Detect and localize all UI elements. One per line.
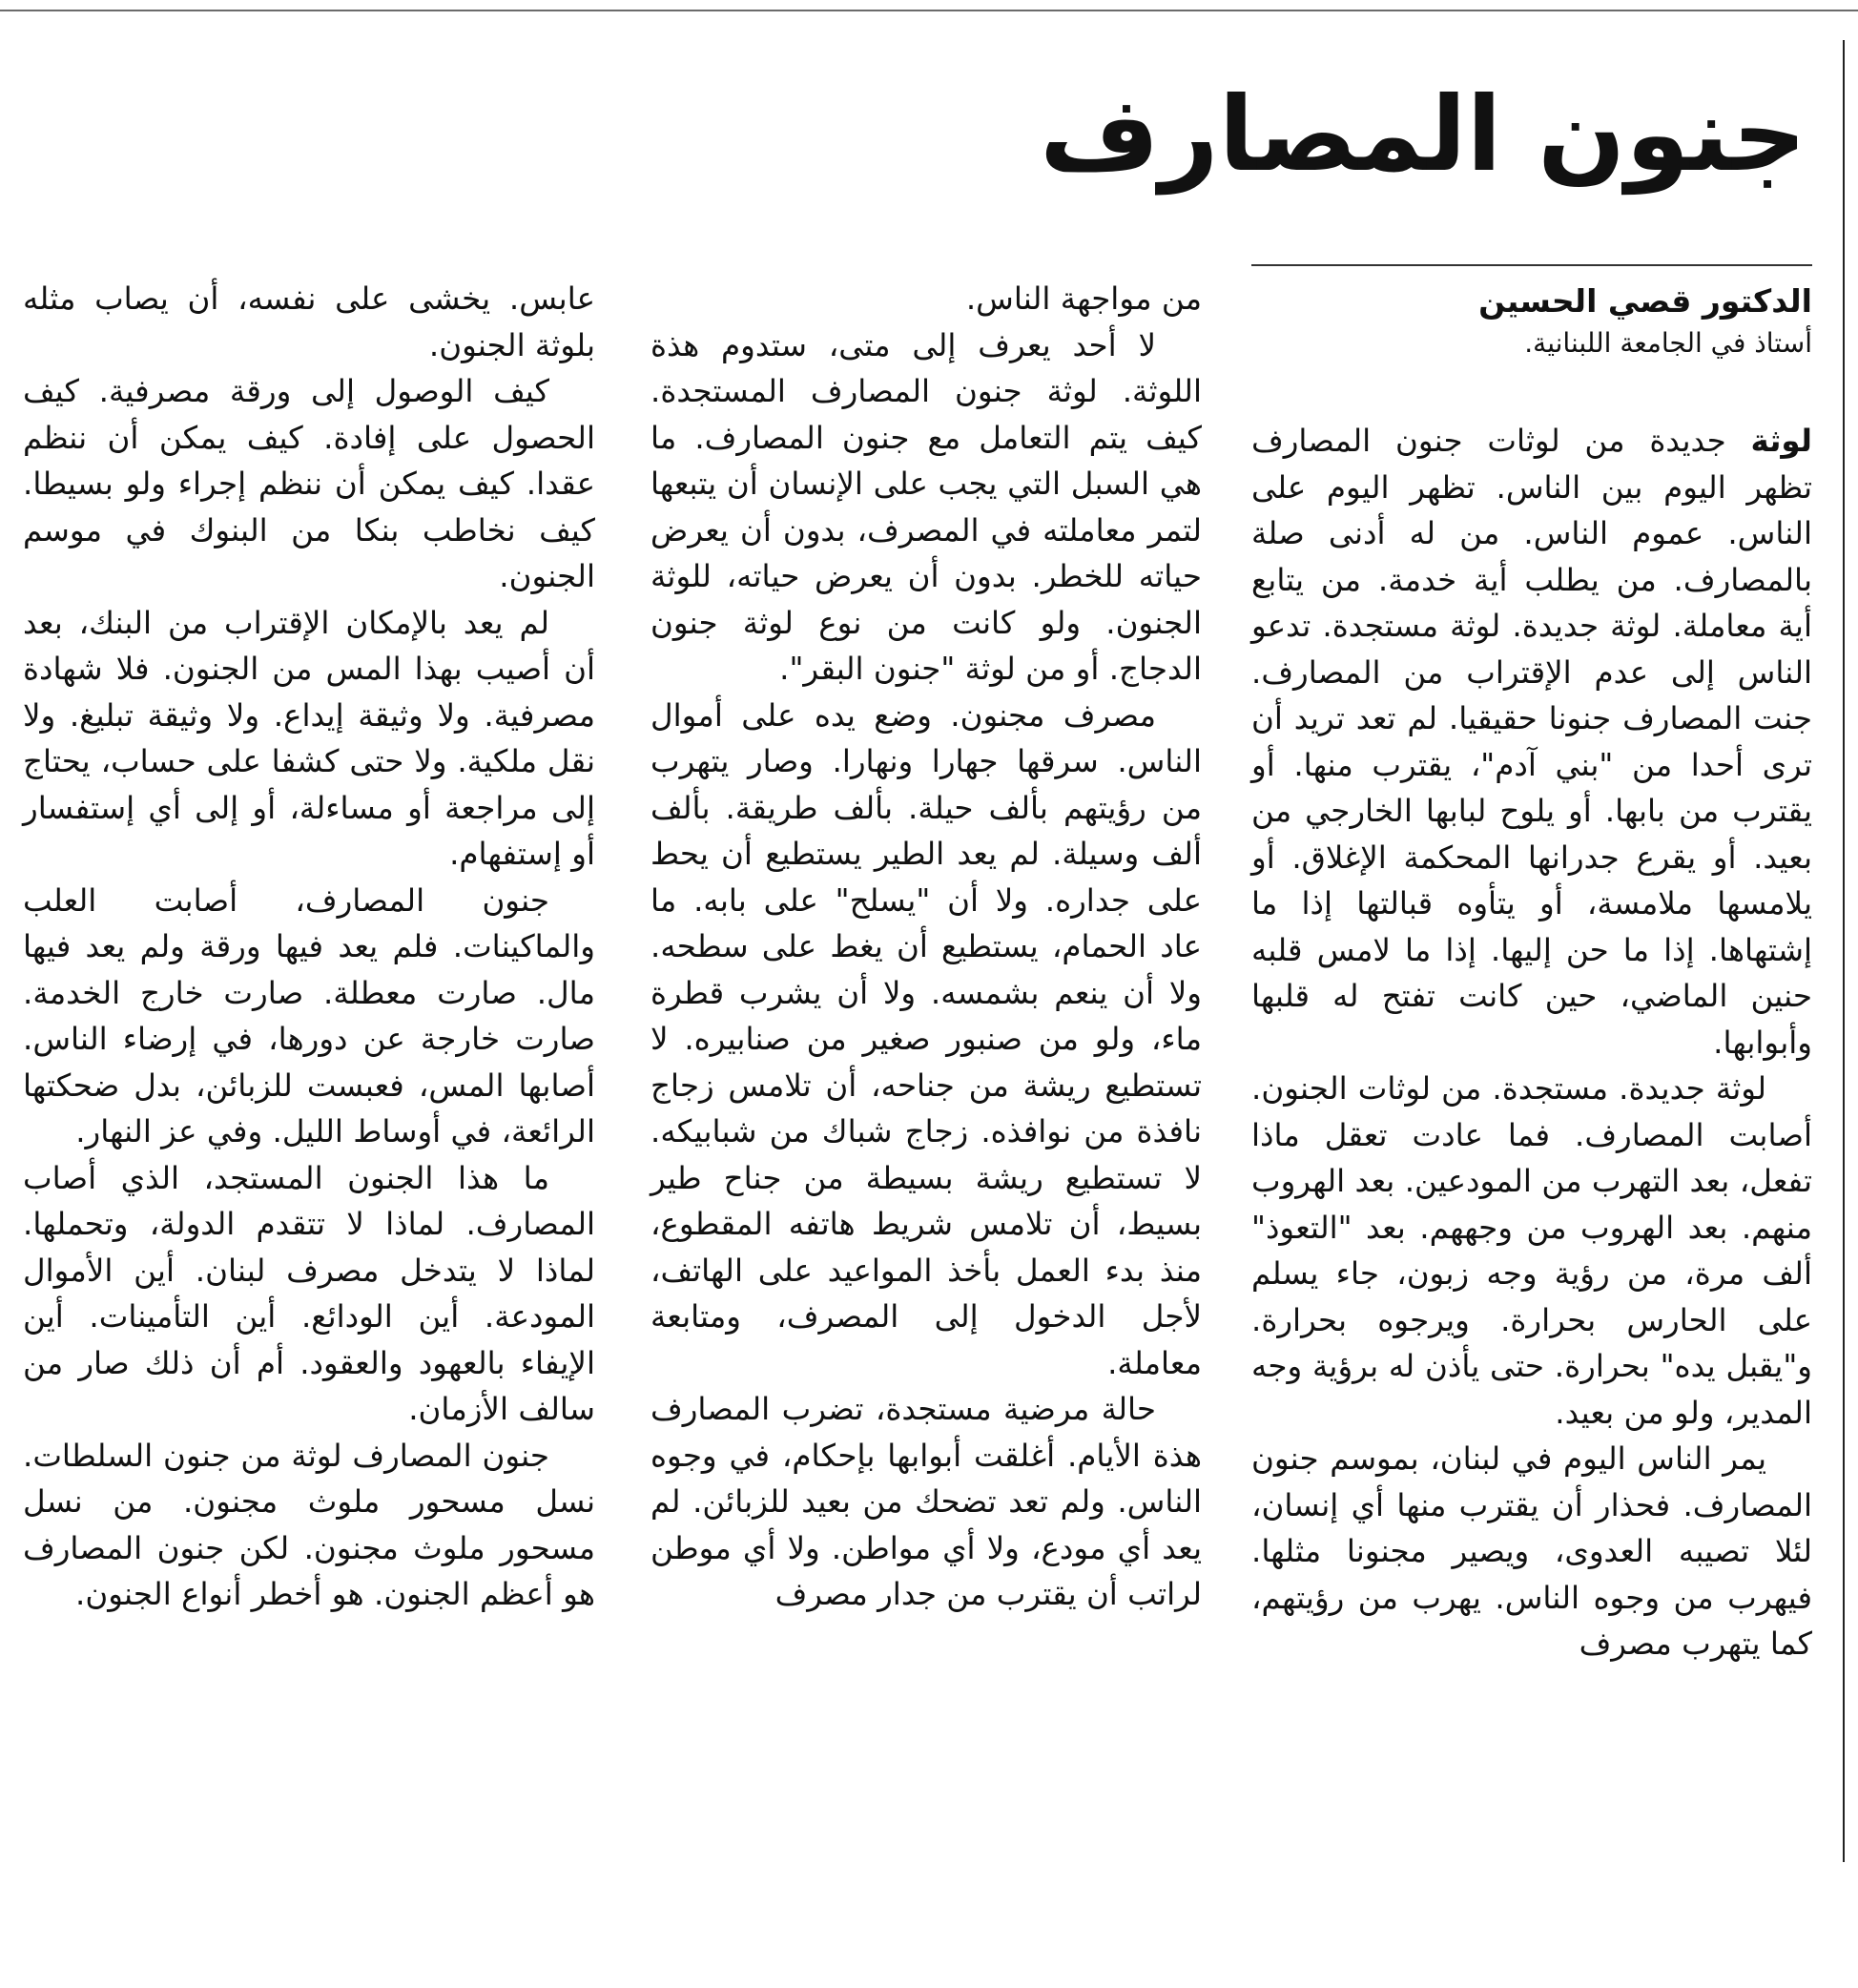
paragraph: لم يعد بالإمكان الإقتراب من البنك، بعد أن أصيب بهذا المس من الجنون. فلا شهادة مصرفية. ولا وثيقة إيداع. ولا وثيقة تبليغ. ولا نقل ملكية. ولا حتى كشفا على حساب، يحتاج إلى مراجعة أو مساءلة، أو إلى أي إستفسار أو إستفهام.: [23, 604, 595, 872]
paragraph: لوثة جديدة. مستجدة. من لوثات الجنون. أصابت المصارف. فما عادت تعقل ماذا تفعل، بعد التهرب من المودعين. بعد الهروب منهم. بعد الهروب من وجههم. بعد "التعوذ" ألف مرة، من رؤية وجه زبون، جاء يسلم على الحارس بحرارة. ويرجوه بحرارة. و"يقبل يده" بحرارة. حتى يأذن له برؤية وجه المدير، ولو من بعيد.: [1251, 1070, 1812, 1431]
author-name: الدكتور قصي الحسين: [1478, 282, 1812, 320]
paragraph: [1251, 418, 1812, 1066]
byline-rule: [1251, 264, 1812, 266]
author-affiliation: أستاذ في الجامعة اللبنانية.: [1524, 327, 1812, 359]
paragraph: عابس. يخشى على نفسه، أن يصاب مثله بلوثة الجنون.: [23, 280, 595, 363]
paragraph: يمر الناس اليوم في لبنان، بموسم جنون المصارف. فحذار أن يقترب منها أي إنسان، لئلا تصيبه العدوى، ويصير مجنونا مثلها. فيهرب من وجوه الناس. يهرب من رؤيتهم، كما يتهرب مصرف: [1251, 1440, 1812, 1662]
paragraph: جنون المصارف، أصابت العلب والماكينات. فلم يعد فيها ورقة ولم يعد فيها مال. صارت معطلة. صارت خارج الخدمة. صارت خارجة عن دورها، في إرضاء الناس. أصابها المس، فعبست للزبائن، بدل ضحكتها الرائعة، في أوساط الليل. وفي عز النهار.: [23, 881, 595, 1149]
page-right-rule: [1843, 40, 1845, 1862]
paragraph: لا أحد يعرف إلى متى، ستدوم هذة اللوثة. لوثة جنون المصارف المستجدة. كيف يتم التعامل مع جنون المصارف. ما هي السبل التي يجب على الإنسان أن يتبعها لتمر معاملته في المصرف، بدون أن يعرض حياته للخطر. بدون أن يعرض حياته، للوثة الجنون. ولو كانت من نوع لوثة جنون الدجاج. أو من لوثة "جنون البقر".: [650, 326, 1202, 687]
paragraph: حالة مرضية مستجدة، تضرب المصارف هذة الأيام. أغلقت أبوابها بإحكام، في وجوه الناس. ولم تعد تضحك من بعيد للزبائن. لم يعد أي مودع، ولا أي مواطن. ولا أي موطن لراتب أن يقترب من جدار مصرف: [650, 1391, 1202, 1612]
paragraph: كيف الوصول إلى ورقة مصرفية. كيف الحصول على إفادة. كيف يمكن أن ننظم عقدا. كيف يمكن أن ننظم إجراء ولو بسيطا. كيف نخاطب بنكا من البنوك في موسم الجنون.: [23, 373, 595, 594]
article-headline: جنون المصارف: [1040, 75, 1806, 195]
article-column-right: [1251, 418, 1812, 1667]
paragraph: من مواجهة الناس.: [965, 280, 1202, 317]
paragraph: ما هذا الجنون المستجد، الذي أصاب المصارف. لماذا لا تتقدم الدولة، وتحملها. لماذا لا يتدخل مصرف لبنان. أين الأموال المودعة. أين الودائع. أين التأمينات. أين الإيفاء بالعهود والعقود. أم أن ذلك صار من سالف الأزمان.: [23, 1159, 595, 1427]
page-top-rule: [0, 10, 1858, 11]
article-column-middle: [650, 276, 1202, 1618]
article-column-left: [23, 276, 595, 1618]
paragraph: جنون المصارف لوثة من جنون السلطات. نسل مسحور ملوث مجنون. من نسل مسحور ملوث مجنون. لكن جنون المصارف هو أعظم الجنون. هو أخطر أنواع الجنون.: [23, 1437, 595, 1612]
paragraph-text: جديدة من لوثات جنون المصارف تظهر اليوم بين الناس. تظهر اليوم على الناس. عموم الناس. من له أدنى صلة بالمصارف. من يطلب أية خدمة. من يتابع أية معاملة. لوثة جديدة. لوثة مستجدة. تدعو الناس إلى عدم الإقتراب من المصارف. جنت المصارف جنونا حقيقيا. لم تعد تريد أن ترى أحدا من "بني آدم"، يقترب منها. أو يقترب من بابها. أو يلوح لبابها الخارجي من بعيد. أو يقرع جدرانها المحكمة الإغلاق. أو يلامسها ملامسة، أو يتأوه قبالتها إذا ما إشتهاها. إذا ما حن إليها. إذا ما لامس قلبه حنين الماضي، حين كانت تفتح له قلبها وأبوابها.: [1251, 423, 1812, 1061]
paragraph: مصرف مجنون. وضع يده على أموال الناس. سرقها جهارا ونهارا. وصار يتهرب من رؤيتهم بألف حيلة. بألف طريقة. بألف ألف وسيلة. لم يعد الطير يستطيع أن يحط على جداره. ولا أن "يسلح" على بابه. ما عاد الحمام، يستطيع أن يغط على سطحه. ولا أن ينعم بشمسه. ولا أن يشرب قطرة ماء، ولو من صنبور صغير من صنابيره. لا تستطيع ريشة من جناحه، أن تلامس زجاج نافذة من نوافذه. زجاج شباك من شبابيكه. لا تستطيع ريشة بسيطة من جناح طير بسيط، أن تلامس شريط هاتفه المقطوع، منذ بدء العمل بأخذ المواعيد على الهاتف، لأجل الدخول إلى المصرف، ومتابعة معاملة.: [650, 696, 1202, 1381]
lead-word: لوثة: [1750, 423, 1812, 459]
